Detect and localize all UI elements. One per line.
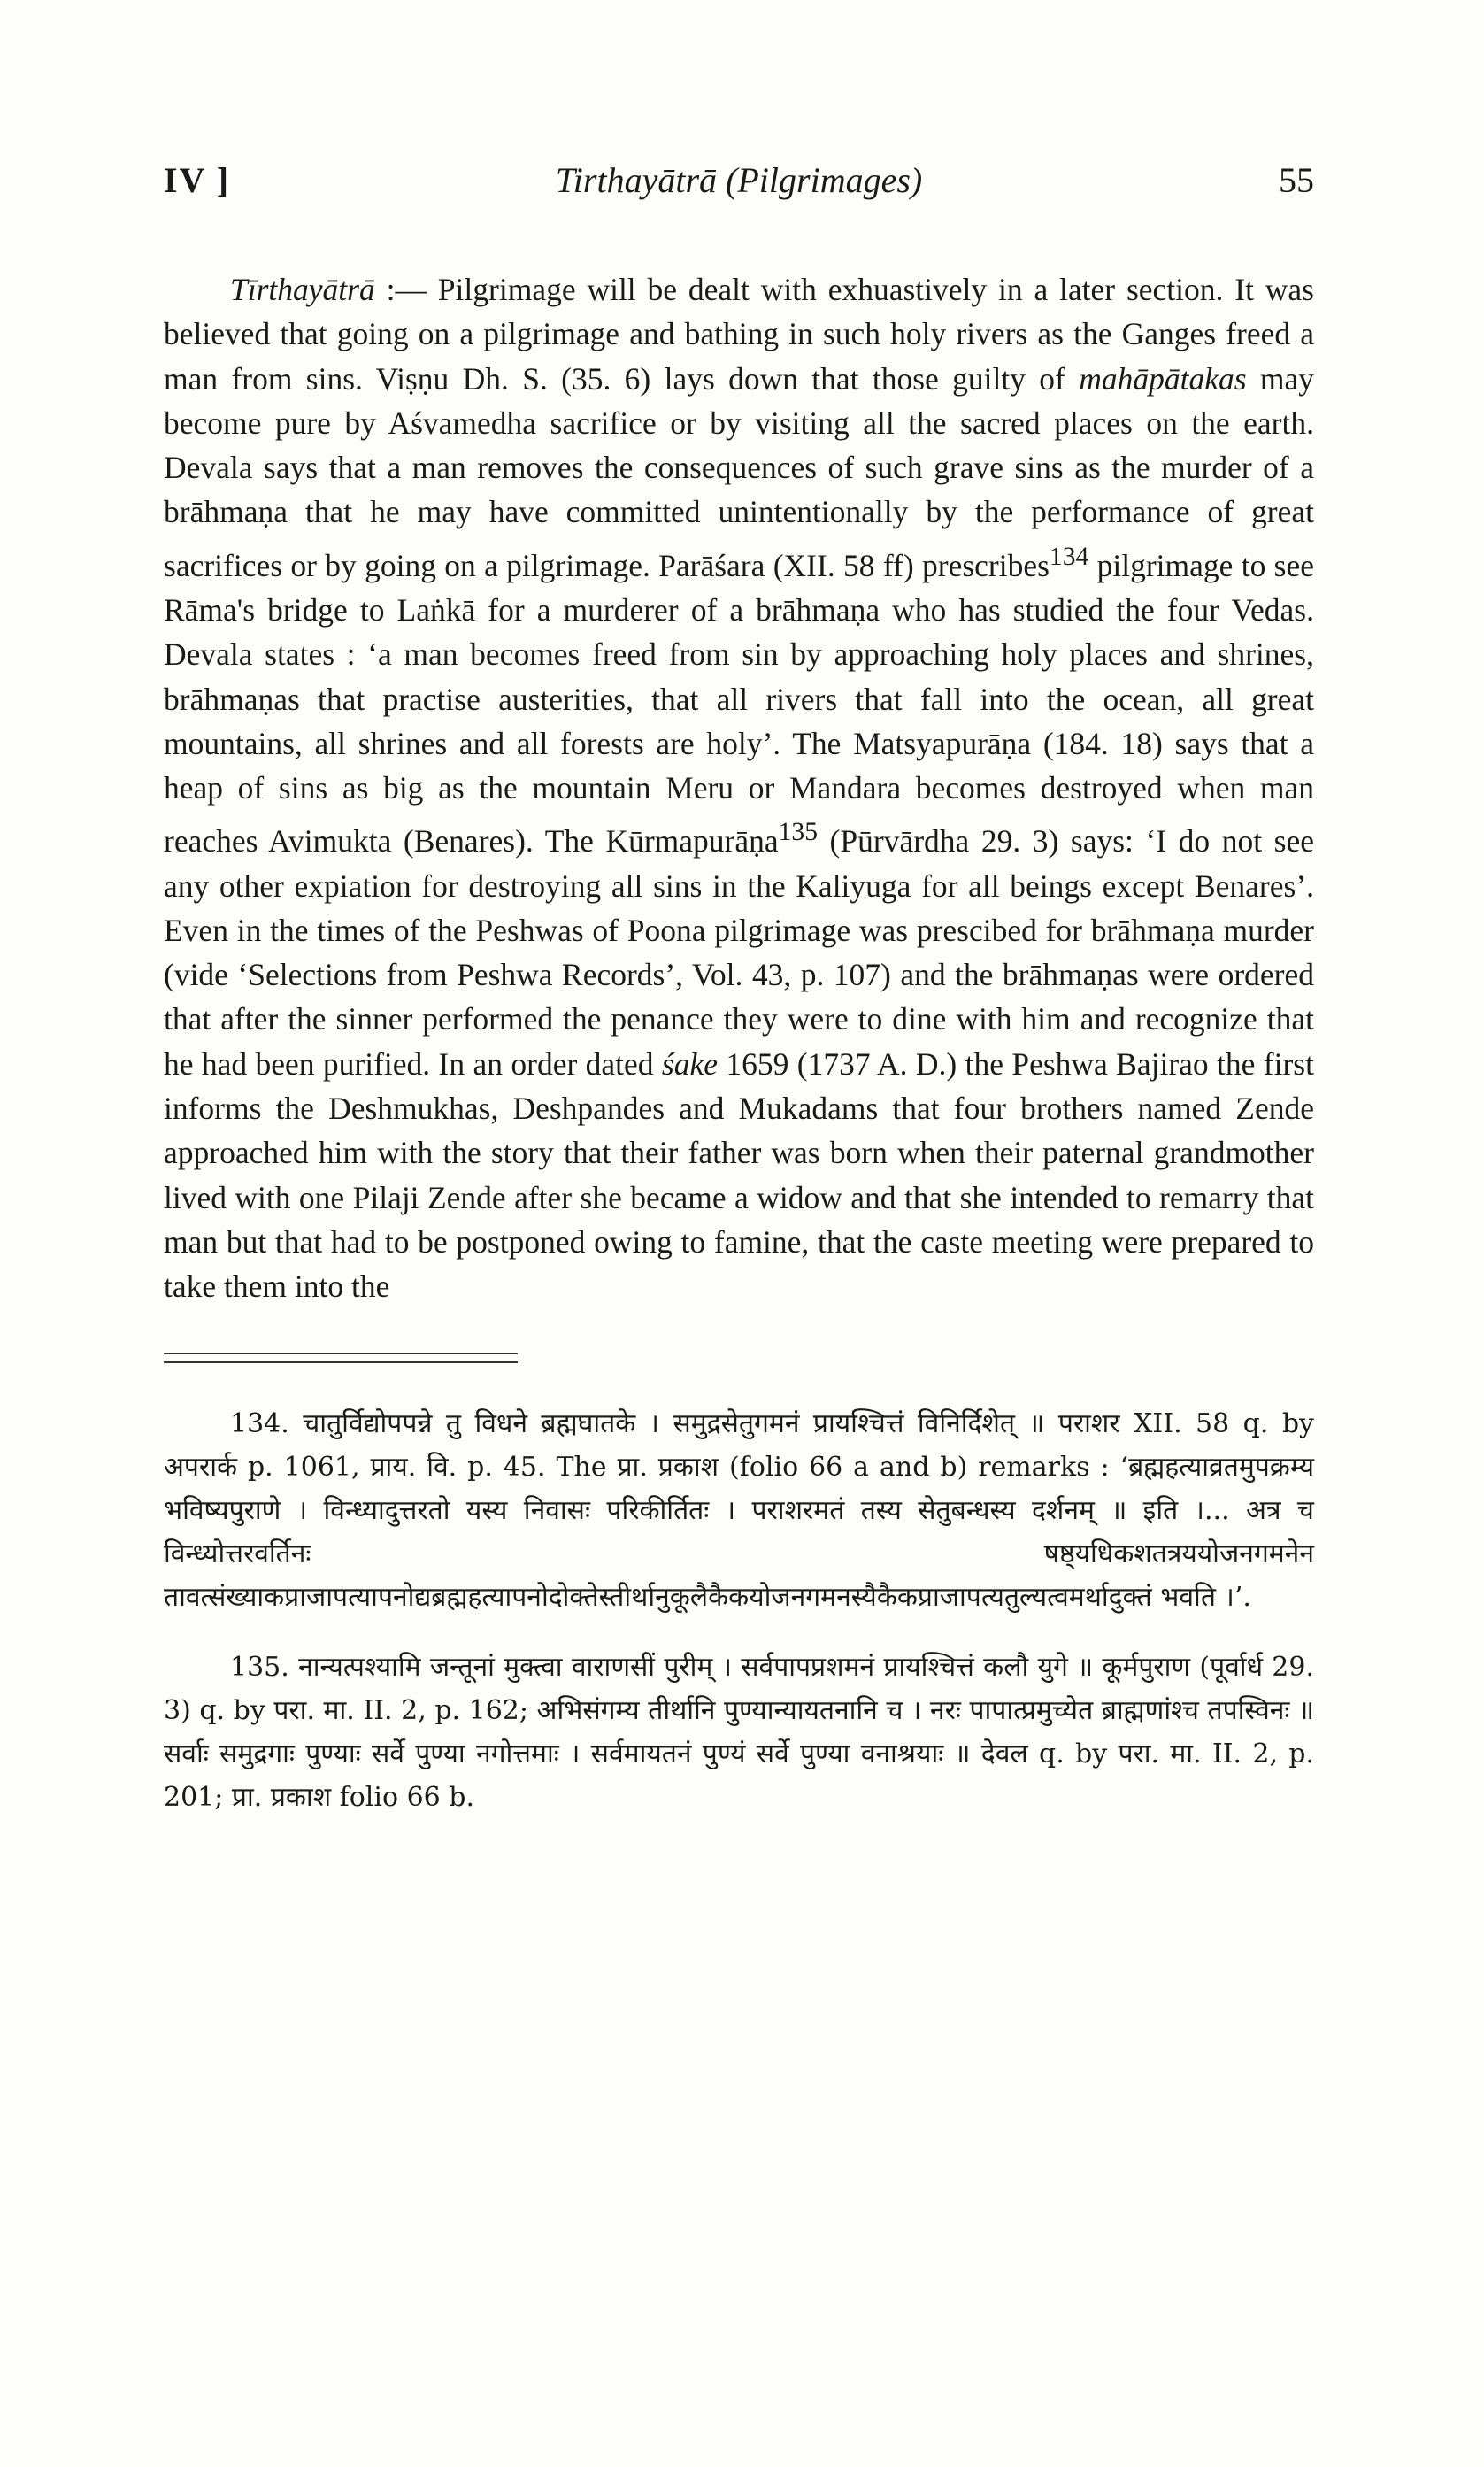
- body-text-1: :— Pilgrimage will be dealt with exhuastively in a later section. It was believed that going on a pilgrimage and bathing in such holy rivers as the Ganges freed a man from sins. Viṣṇu Dh. S. (35. 6) lays down that those guilty of: [164, 272, 1314, 397]
- footnote-ref-134: 134: [1049, 542, 1089, 571]
- chapter-marker: IV ]: [164, 160, 231, 200]
- page: [164, 159, 1314, 1846]
- footnote-text: नान्यत्पश्यामि जन्तूनां मुक्त्वा वाराणसीं पुरीम् । सर्वपापप्रशमनं प्रायश्चित्तं कलौ युगे ॥ कूर्मपुराण (पूर्वार्ध 29. 3) q. by परा. मा. II. 2, p. 162; अभिसंगम्य तीर्थानि पुण्यान्यायतनानि च । नरः पापात्प्रमुच्येत ब्राह्मणांश्च तपस्विनः ॥ सर्वाः समुद्रगाः पुण्याः सर्वे पुण्या नगोत्तमाः । सर्वमायतनं पुण्यं सर्वे पुण्या वनाश्रयाः ॥ देवल q. by परा. मा. II. 2, p. 201; प्रा. प्रकाश folio 66 b.: [164, 1652, 1314, 1814]
- body-text-2: may become pure by Aśvamedha sacrifice or by visiting all the sacred places on the earth. Devala says that a man removes the consequences of such grave sins as the murder of a brāhmaṇa that he may have committed unintentionally by the performance of great sacrifices or by going on a pilgrimage. Parāśara (XII. 58 ff) prescribes: [164, 360, 1314, 583]
- footnote-134: [164, 1402, 1314, 1619]
- body-text-5: 1659 (1737 A. D.) the Peshwa Bajirao the first informs the Deshmukhas, Deshpandes and Mukadams that four brothers named Zende approached him with the story that their father was born when their paternal grandmother lived with one Pilaji Zende after she became a widow and that she intended to remarry that man but that had to be postponed owing to famine, that the caste meeting were prepared to take them into the: [164, 1045, 1314, 1305]
- running-header: [164, 159, 1314, 212]
- term-mahapatakas: mahāpātakas: [1079, 360, 1247, 397]
- running-title: Tirthayātrā (Pilgrimages): [555, 160, 923, 200]
- lead-term: Tīrthayātrā: [230, 272, 375, 307]
- page-number: 55: [1279, 160, 1314, 200]
- body-text-3: pilgrimage to see Rāma's bridge to Laṅkā for a murderer of a brāhmaṇa who has studied the four Vedas. Devala states : ‘a man becomes freed from sin by approaching holy places and shrines, brāhmaṇas that practise austerities, that all rivers that fall into the ocean, all great mountains, all shrines and all forests are holy’. The Matsyapurāṇa (184. 18) says that a heap of sins as big as the mountain Meru or Mandara becomes destroyed when man reaches Avimukta (Benares). The Kūrmapurāṇa: [164, 547, 1314, 860]
- footnote-number: 135.: [230, 1652, 289, 1684]
- body-text-4: (Pūrvārdha 29. 3) says: ‘I do not see any other expiation for destroying all sins in the Kaliyuga for all beings except Benares’. Even in the times of the Peshwas of Poona pilgrimage was prescibed for brāhmaṇa murder (vide ‘Selections from Peshwa Records’, Vol. 43, p. 107) and the brāhmaṇas were ordered that after the sinner performed the penance they were to dine with him and recognize that he had been purified. In an order dated: [164, 823, 1314, 1082]
- footnote-number: 134.: [230, 1408, 289, 1440]
- main-paragraph: [164, 267, 1314, 1308]
- footnote-text: चातुर्विद्योपपन्ने तु विधने ब्रह्मघातके । समुद्रसेतुगमनं प्रायश्चित्तं विनिर्दिशेत् ॥ पराशर XII. 58 q. by अपरार्क p. 1061, प्राय. वि. p. 45. The प्रा. प्रकाश (folio 66 a and b) remarks : ‘ब्रह्महत्याव्रतमुपक्रम्य भविष्यपुराणे । विन्ध्यादुत्तरतो यस्य निवासः परिकीर्तितः । पराशरमतं तस्य सेतुबन्धस्य दर्शनम् ॥ इति ।... अत्र च विन्ध्योत्तरवर्तिनः षष्ठ्यधिकशतत्रययोजनगमनेन तावत्संख्याकप्राजापत्यापनोद्यब्रह्महत्यापनोदोक्तेस्तीर्थानुकूलैकैकयोजनगमनस्यैकैकप्राजापत्यतुल्यत्वमर्थादुक्तं भवति ।’.: [164, 1408, 1314, 1614]
- footnote-135: [164, 1646, 1314, 1819]
- footnote-divider: [164, 1353, 518, 1363]
- footnote-ref-135: 135: [778, 818, 818, 847]
- term-sake: śake: [661, 1045, 718, 1082]
